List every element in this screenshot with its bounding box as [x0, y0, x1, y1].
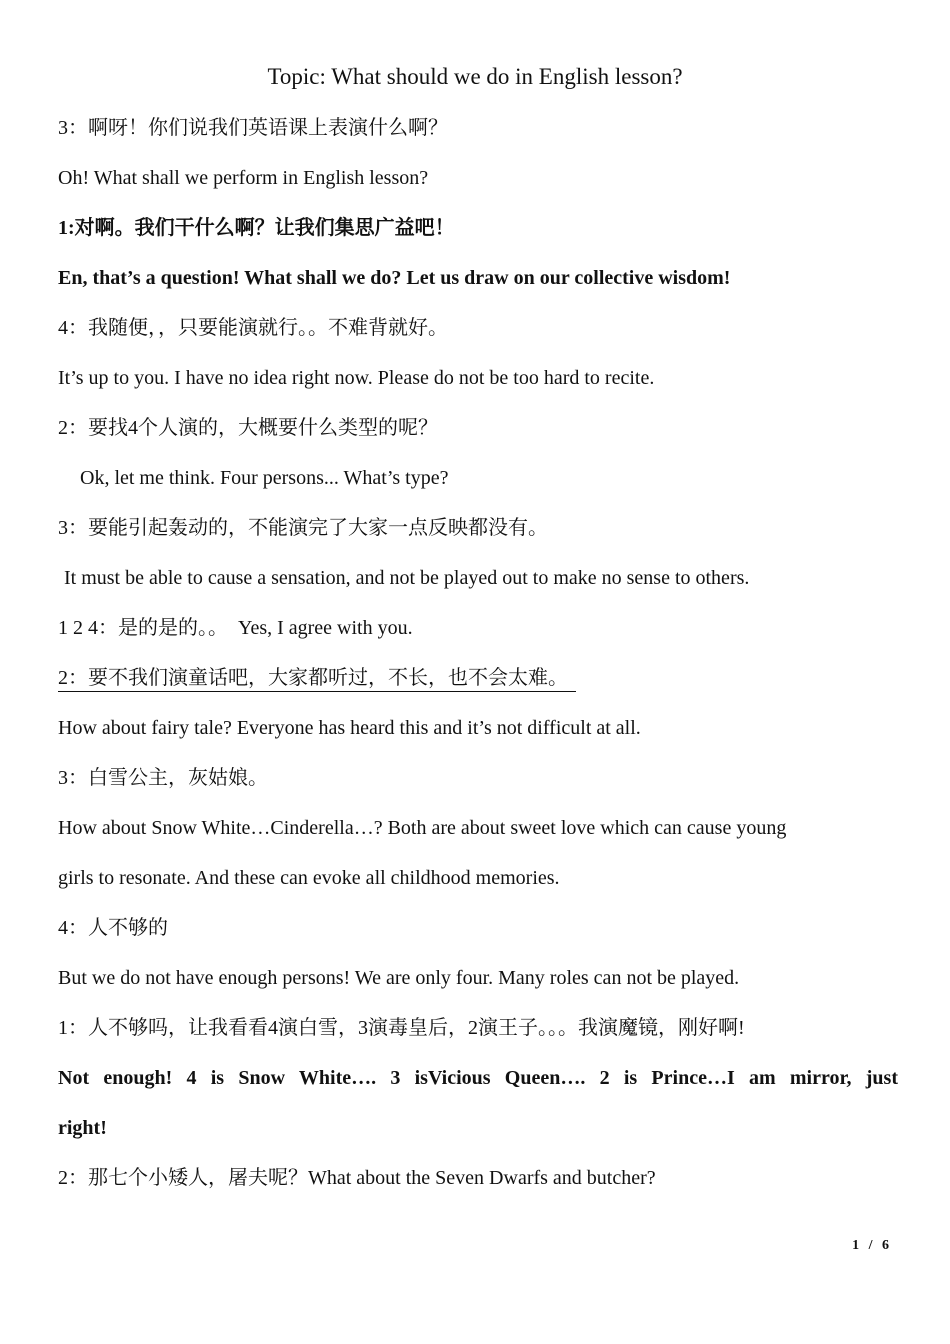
dialogue-line: How about Snow White…Cinderella…? Both are about sweet love which can cause young — [58, 817, 787, 839]
dialogue-line: 3：白雪公主，灰姑娘。 — [58, 767, 268, 789]
dialogue-line: 4：我随便，，只要能演就行。。不难背就好。 — [58, 317, 448, 339]
dialogue-line: But we do not have enough persons! We are only four. Many roles can not be played. — [58, 967, 740, 989]
dialogue-line: It’s up to you. I have no idea right now. Please do not be too hard to recite. — [58, 367, 655, 389]
dialogue-line: En, that’s a question! What shall we do? Let us draw on our collective wisdom! — [58, 267, 731, 289]
dialogue-line: 1 2 4：是的是的。。 Yes, I agree with you. — [58, 617, 413, 639]
dialogue-line: 2：那七个小矮人，屠夫呢？What about the Seven Dwarfs and butcher? — [58, 1167, 656, 1189]
page-title: Topic: What should we do in English lesson? — [267, 64, 683, 89]
dialogue-line: 2：要找4个人演的，大概要什么类型的呢？ — [58, 417, 438, 439]
dialogue-line-underlined — [58, 664, 576, 692]
dialogue-line: girls to resonate. And these can evoke all childhood memories. — [58, 867, 560, 889]
underlined-text: 2：要不我们演童话吧，大家都听过，不长，也不会太难。 — [58, 667, 576, 692]
dialogue-line: 3：要能引起轰动的，不能演完了大家一点反映都没有。 — [58, 517, 548, 539]
dialogue-line: 1：人不够吗，让我看看4演白雪，3演毒皇后，2演王子。。。我演魔镜，刚好啊! — [58, 1017, 745, 1039]
dialogue-line: Not enough! 4 is Snow White…. 3 isVicious Queen…. 2 is Prince…I am mirror, just — [58, 1067, 898, 1089]
dialogue-line: How about fairy tale? Everyone has heard this and it’s not difficult at all. — [58, 717, 641, 739]
dialogue-line: It must be able to cause a sensation, and not be played out to make no sense to others. — [64, 567, 750, 589]
dialogue-line: 3：啊呀！你们说我们英语课上表演什么啊？ — [58, 117, 448, 139]
dialogue-line: 1:对啊。我们干什么啊？让我们集思广益吧！ — [58, 217, 455, 239]
dialogue-line: 4：人不够的 — [58, 917, 168, 939]
dialogue-line: right! — [58, 1117, 107, 1139]
page-number: 1 / 6 — [852, 1238, 892, 1253]
dialogue-line: Oh! What shall we perform in English lesson? — [58, 167, 429, 189]
dialogue-line: Ok, let me think. Four persons... What’s type? — [80, 467, 449, 489]
